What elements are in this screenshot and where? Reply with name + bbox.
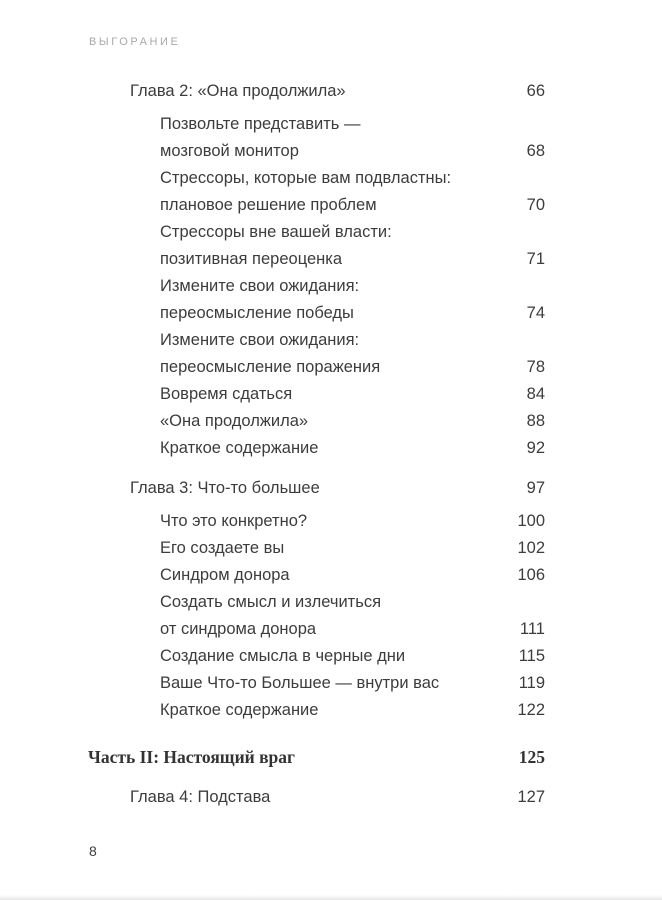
toc-entry-line: Что это конкретно? — [160, 512, 308, 530]
toc-entry — [88, 408, 545, 435]
toc-entry-line: Синдром донора — [160, 566, 290, 584]
toc-entry-page: 100 — [517, 512, 545, 530]
toc-entry-line: Измените свои ожидания: — [160, 331, 360, 349]
toc-entry-title — [88, 744, 295, 771]
table-of-contents — [88, 78, 545, 817]
toc-entry — [88, 535, 545, 562]
toc-entry-page: 111 — [519, 620, 545, 638]
toc-entry-line: Создание смысла в черные дни — [160, 647, 406, 665]
toc-entry-title — [160, 435, 318, 462]
toc-entry-page: 78 — [526, 358, 545, 376]
toc-entry-page: 84 — [526, 385, 545, 403]
toc-entry-page: 119 — [518, 674, 545, 692]
toc-entry-line: от синдрома донора — [160, 620, 317, 638]
toc-entry — [88, 589, 545, 643]
toc-entry-page: 122 — [517, 701, 545, 719]
toc-entry-line: переосмысление победы — [160, 304, 354, 322]
toc-entry-page: 88 — [526, 412, 545, 430]
toc-entry-title — [160, 381, 292, 408]
toc-entry-line: Стрессоры вне вашей власти: — [160, 223, 392, 241]
toc-entry-line: Стрессоры, которые вам подвластны: — [160, 169, 452, 187]
toc-entry-page: 92 — [526, 439, 545, 457]
toc-entry-page: 106 — [517, 566, 545, 584]
toc-entry — [88, 273, 545, 327]
toc-entry-page: 125 — [518, 747, 545, 767]
toc-entry-line: Создать смысл и излечиться — [160, 593, 382, 611]
toc-entry-title — [160, 508, 307, 535]
toc-entry — [88, 381, 545, 408]
toc-entry-title — [160, 165, 451, 219]
toc-entry-page: 127 — [517, 788, 545, 806]
running-head: ВЫГОРАНИЕ — [89, 36, 181, 48]
toc-entry — [88, 508, 545, 535]
toc-entry — [88, 327, 545, 381]
toc-entry-title — [160, 535, 284, 562]
toc-entry-page: 68 — [526, 142, 545, 160]
toc-entry-title — [130, 475, 320, 502]
toc-entry-line: Часть II: Настоящий враг — [88, 747, 295, 767]
toc-entry-title — [160, 219, 392, 273]
toc-entry-line: Глава 4: Подстава — [130, 788, 271, 806]
toc-entry — [88, 562, 545, 589]
toc-entry-title — [160, 562, 290, 589]
toc-entry-title — [160, 408, 308, 435]
toc-entry — [88, 78, 545, 105]
toc-entry — [88, 165, 545, 219]
toc-entry-page: 102 — [517, 539, 545, 557]
toc-entry-line: Краткое содержание — [160, 439, 319, 457]
toc-entry — [88, 744, 545, 771]
toc-entry-line: плановое решение проблем — [160, 196, 377, 214]
toc-entry-title — [130, 78, 346, 105]
toc-entry-line: Вовремя сдаться — [160, 385, 293, 403]
toc-entry — [88, 475, 545, 502]
toc-entry-title — [160, 273, 359, 327]
toc-entry-title — [160, 643, 405, 670]
toc-entry-title — [160, 327, 380, 381]
toc-entry-line: Ваше Что-то Большее — внутри вас — [160, 674, 440, 692]
toc-entry — [88, 219, 545, 273]
toc-entry-page: 97 — [526, 479, 545, 497]
toc-entry-title — [160, 697, 318, 724]
toc-entry-title — [160, 111, 360, 165]
toc-entry-line: Позвольте представить — — [160, 115, 361, 133]
toc-entry-line: Глава 3: Что-то большее — [130, 479, 320, 497]
toc-entry-title — [160, 589, 381, 643]
toc-entry-title — [160, 670, 439, 697]
toc-entry-page: 74 — [526, 304, 545, 322]
toc-entry-page: 115 — [518, 647, 545, 665]
toc-entry — [88, 697, 545, 724]
toc-entry-line: Краткое содержание — [160, 701, 319, 719]
toc-entry-line: позитивная переоценка — [160, 250, 343, 268]
page-bottom-edge — [0, 895, 662, 900]
toc-entry-page: 70 — [526, 196, 545, 214]
toc-entry-line: Его создаете вы — [160, 539, 285, 557]
toc-entry — [88, 643, 545, 670]
toc-entry-page: 71 — [526, 250, 545, 268]
toc-entry-line: мозговой монитор — [160, 142, 299, 160]
toc-entry — [88, 111, 545, 165]
toc-entry — [88, 435, 545, 462]
toc-entry-line: «Она продолжила» — [160, 412, 309, 430]
toc-entry-line: переосмысление поражения — [160, 358, 381, 376]
page-number: 8 — [89, 843, 97, 859]
toc-entry-line: Глава 2: «Она продолжила» — [130, 82, 346, 100]
toc-entry-line: Измените свои ожидания: — [160, 277, 360, 295]
toc-entry — [88, 784, 545, 811]
toc-entry-title — [130, 784, 270, 811]
toc-entry-page: 66 — [526, 82, 545, 100]
toc-entry — [88, 670, 545, 697]
